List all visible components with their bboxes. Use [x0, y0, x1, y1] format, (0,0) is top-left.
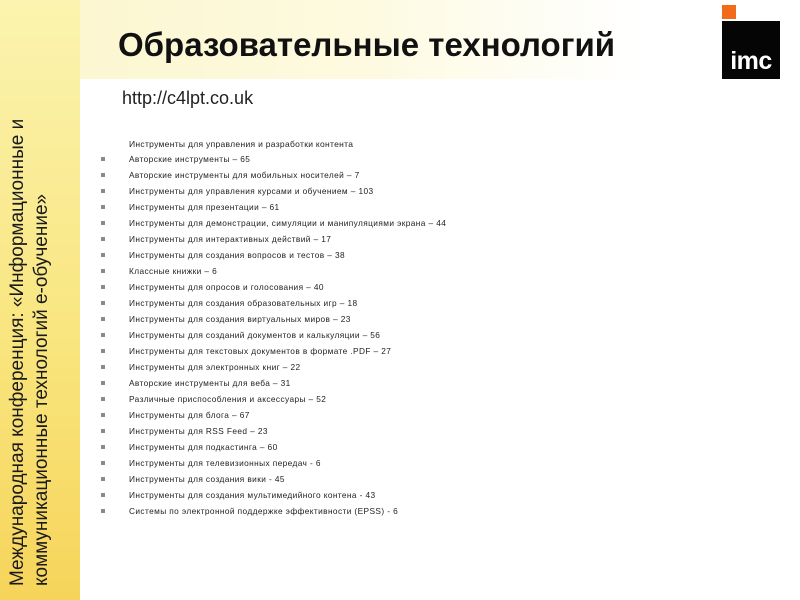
- bullet-icon: [101, 413, 105, 417]
- bullet-icon: [101, 477, 105, 481]
- logo-accent-square: [722, 5, 736, 19]
- list-item: [100, 185, 446, 201]
- list-item: [100, 153, 446, 169]
- list-item-label: Авторские инструменты для мобильных носителей – 7: [129, 170, 360, 180]
- list-item: [100, 425, 446, 441]
- list-item-label: Системы по электронной поддержке эффективности (EPSS) - 6: [129, 506, 399, 516]
- bullet-icon: [101, 157, 105, 161]
- bullet-icon: [101, 173, 105, 177]
- list-item-label: Инструменты для электронных книг – 22: [129, 362, 301, 372]
- list-item: [100, 441, 446, 457]
- list-item-label: Инструменты для презентации – 61: [129, 202, 280, 212]
- list-item: [100, 409, 446, 425]
- list-item: [100, 169, 446, 185]
- list-item: [100, 361, 446, 377]
- bullet-icon: [101, 317, 105, 321]
- bullet-icon: [101, 189, 105, 193]
- list-item: [100, 313, 446, 329]
- list-item-label: Инструменты для блога – 67: [129, 410, 250, 420]
- bullet-icon: [101, 397, 105, 401]
- list-item-label: Классные книжки – 6: [129, 266, 218, 276]
- list-item-label: Различные приспособления и аксессуары – 52: [129, 394, 327, 404]
- bullet-icon: [101, 269, 105, 273]
- list-item: [100, 473, 446, 489]
- bullet-icon: [101, 301, 105, 305]
- list-item: [100, 489, 446, 505]
- list-item-label: Авторские инструменты – 65: [129, 154, 251, 164]
- sidebar-conference-title: Международная конференция: «Информационные и коммуникационные технологий е-обучение»: [7, 118, 52, 586]
- list-item: [100, 281, 446, 297]
- bullet-icon: [101, 445, 105, 449]
- content-heading: Инструменты для управления и разработки контента: [129, 139, 354, 149]
- bullet-icon: [101, 429, 105, 433]
- list-item-label: Инструменты для опросов и голосования – 40: [129, 282, 324, 292]
- list-item-label: Инструменты для управления курсами и обучением – 103: [129, 186, 374, 196]
- tool-category-list: [100, 153, 446, 521]
- list-item-label: Авторские инструменты для веба – 31: [129, 378, 291, 388]
- bullet-icon: [101, 221, 105, 225]
- list-item-label: Инструменты для телевизионных передач - 6: [129, 458, 321, 468]
- sidebar: [0, 0, 80, 600]
- list-item: [100, 393, 446, 409]
- bullet-icon: [101, 365, 105, 369]
- list-item-label: Инструменты для создания образовательных игр – 18: [129, 298, 358, 308]
- list-item: [100, 265, 446, 281]
- list-item: [100, 329, 446, 345]
- list-item: [100, 249, 446, 265]
- bullet-icon: [101, 237, 105, 241]
- bullet-icon: [101, 381, 105, 385]
- imc-logo: imc: [722, 21, 780, 79]
- list-item-label: Инструменты для RSS Feed – 23: [129, 426, 268, 436]
- list-item: [100, 345, 446, 361]
- bullet-icon: [101, 493, 105, 497]
- page-title: Образовательные технологий: [118, 26, 616, 63]
- bullet-icon: [101, 349, 105, 353]
- bullet-icon: [101, 509, 105, 513]
- list-item: [100, 217, 446, 233]
- bullet-icon: [101, 205, 105, 209]
- list-item-label: Инструменты для подкастинга – 60: [129, 442, 278, 452]
- list-item-label: Инструменты для текстовых документов в формате .PDF – 27: [129, 346, 392, 356]
- list-item-label: Инструменты для создания вопросов и тестов – 38: [129, 250, 345, 260]
- list-item-label: Инструменты для создания мультимедийного контена - 43: [129, 490, 376, 500]
- list-item: [100, 377, 446, 393]
- list-item: [100, 297, 446, 313]
- list-item-label: Инструменты для создания виртуальных миров – 23: [129, 314, 351, 324]
- bullet-icon: [101, 461, 105, 465]
- list-item: [100, 201, 446, 217]
- list-item-label: Инструменты для создания вики - 45: [129, 474, 285, 484]
- list-item-label: Инструменты для демонстрации, симуляции и манипуляциями экрана – 44: [129, 218, 447, 228]
- source-url[interactable]: http://c4lpt.co.uk: [122, 88, 254, 108]
- list-item: [100, 233, 446, 249]
- list-item-label: Инструменты для созданий документов и калькуляции – 56: [129, 330, 381, 340]
- bullet-icon: [101, 333, 105, 337]
- bullet-icon: [101, 253, 105, 257]
- list-item: [100, 457, 446, 473]
- bullet-icon: [101, 285, 105, 289]
- list-item: [100, 505, 446, 521]
- list-item-label: Инструменты для интерактивных действий – 17: [129, 234, 332, 244]
